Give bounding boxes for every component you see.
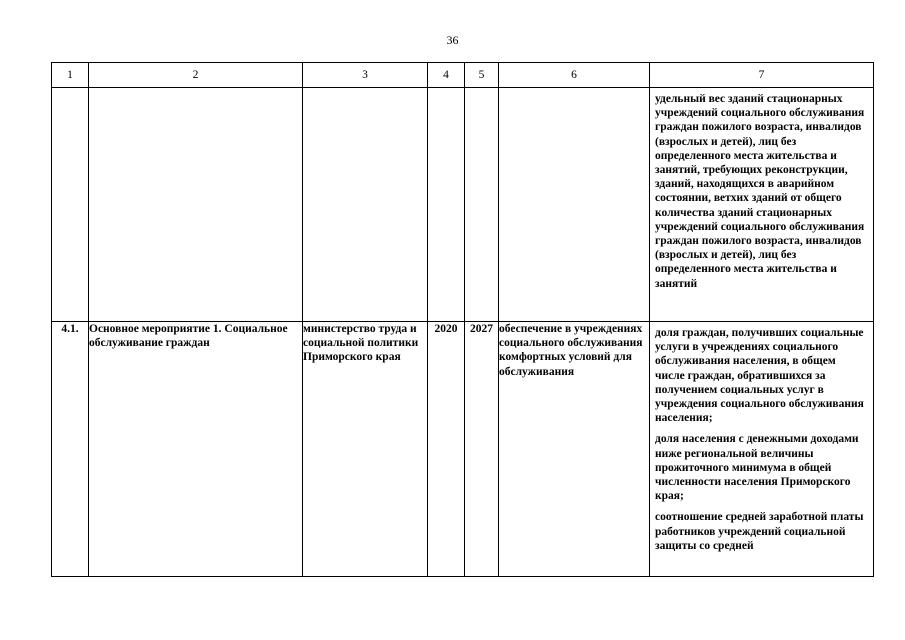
page-number: 36 xyxy=(446,33,459,47)
row1-col3 xyxy=(303,88,428,322)
header-col-5: 5 xyxy=(465,63,499,88)
row1-col7 xyxy=(650,88,874,322)
row2-number: 4.1. xyxy=(52,322,89,577)
indicator-text: удельный вес зданий стационарных учреждений социального обслуживания граждан пожилого возраста, инвалидов (взрослых и детей), лиц без определенного места жительства и занятий, требующих реконструкции, зданий, находящихся в аварийном состоянии, ветхих зданий от общего количества зданий стационарных учреждений социального обслуживания граждан пожилого возраста, инвалидов (взрослых и детей), лиц без определенного места жительства и занятий xyxy=(655,93,865,290)
row2-executor: министерство труда и социальной политики Приморского края xyxy=(303,322,428,577)
row1-col6 xyxy=(499,88,650,322)
indicator-text: доля населения с денежными доходами ниже региональной величины прожиточного минимума в общей численности населения Приморского края; xyxy=(655,433,859,503)
row1-col4 xyxy=(428,88,465,322)
table-row xyxy=(52,88,874,322)
table-header-row xyxy=(52,63,874,88)
row2-end-year: 2027 xyxy=(465,322,499,577)
row2-expected-result: обеспечение в учреждениях социального обслуживания комфортных условий для обслуживания xyxy=(499,322,650,577)
row1-col1 xyxy=(52,88,89,322)
indicator-text: соотношение средней заработной платы работников учреждений социальной защиты со средней xyxy=(655,511,864,552)
row2-activity: Основное мероприятие 1. Социальное обслуживание граждан xyxy=(89,322,303,577)
program-table xyxy=(51,62,874,577)
indicator-text: доля граждан, получивших социальные услуги в учреждениях социального обслуживания населения, в общем числе граждан, обратившихся за получением социальных услуг в учреждения социального обслуживания населения; xyxy=(655,327,864,425)
header-col-4: 4 xyxy=(428,63,465,88)
header-col-6: 6 xyxy=(499,63,650,88)
header-col-2: 2 xyxy=(89,63,303,88)
header-col-7: 7 xyxy=(650,63,874,88)
row2-start-year: 2020 xyxy=(428,322,465,577)
table-row xyxy=(52,322,874,577)
header-col-3: 3 xyxy=(303,63,428,88)
row1-col2 xyxy=(89,88,303,322)
row2-col7 xyxy=(650,322,874,577)
header-col-1: 1 xyxy=(52,63,89,88)
row1-col5 xyxy=(465,88,499,322)
